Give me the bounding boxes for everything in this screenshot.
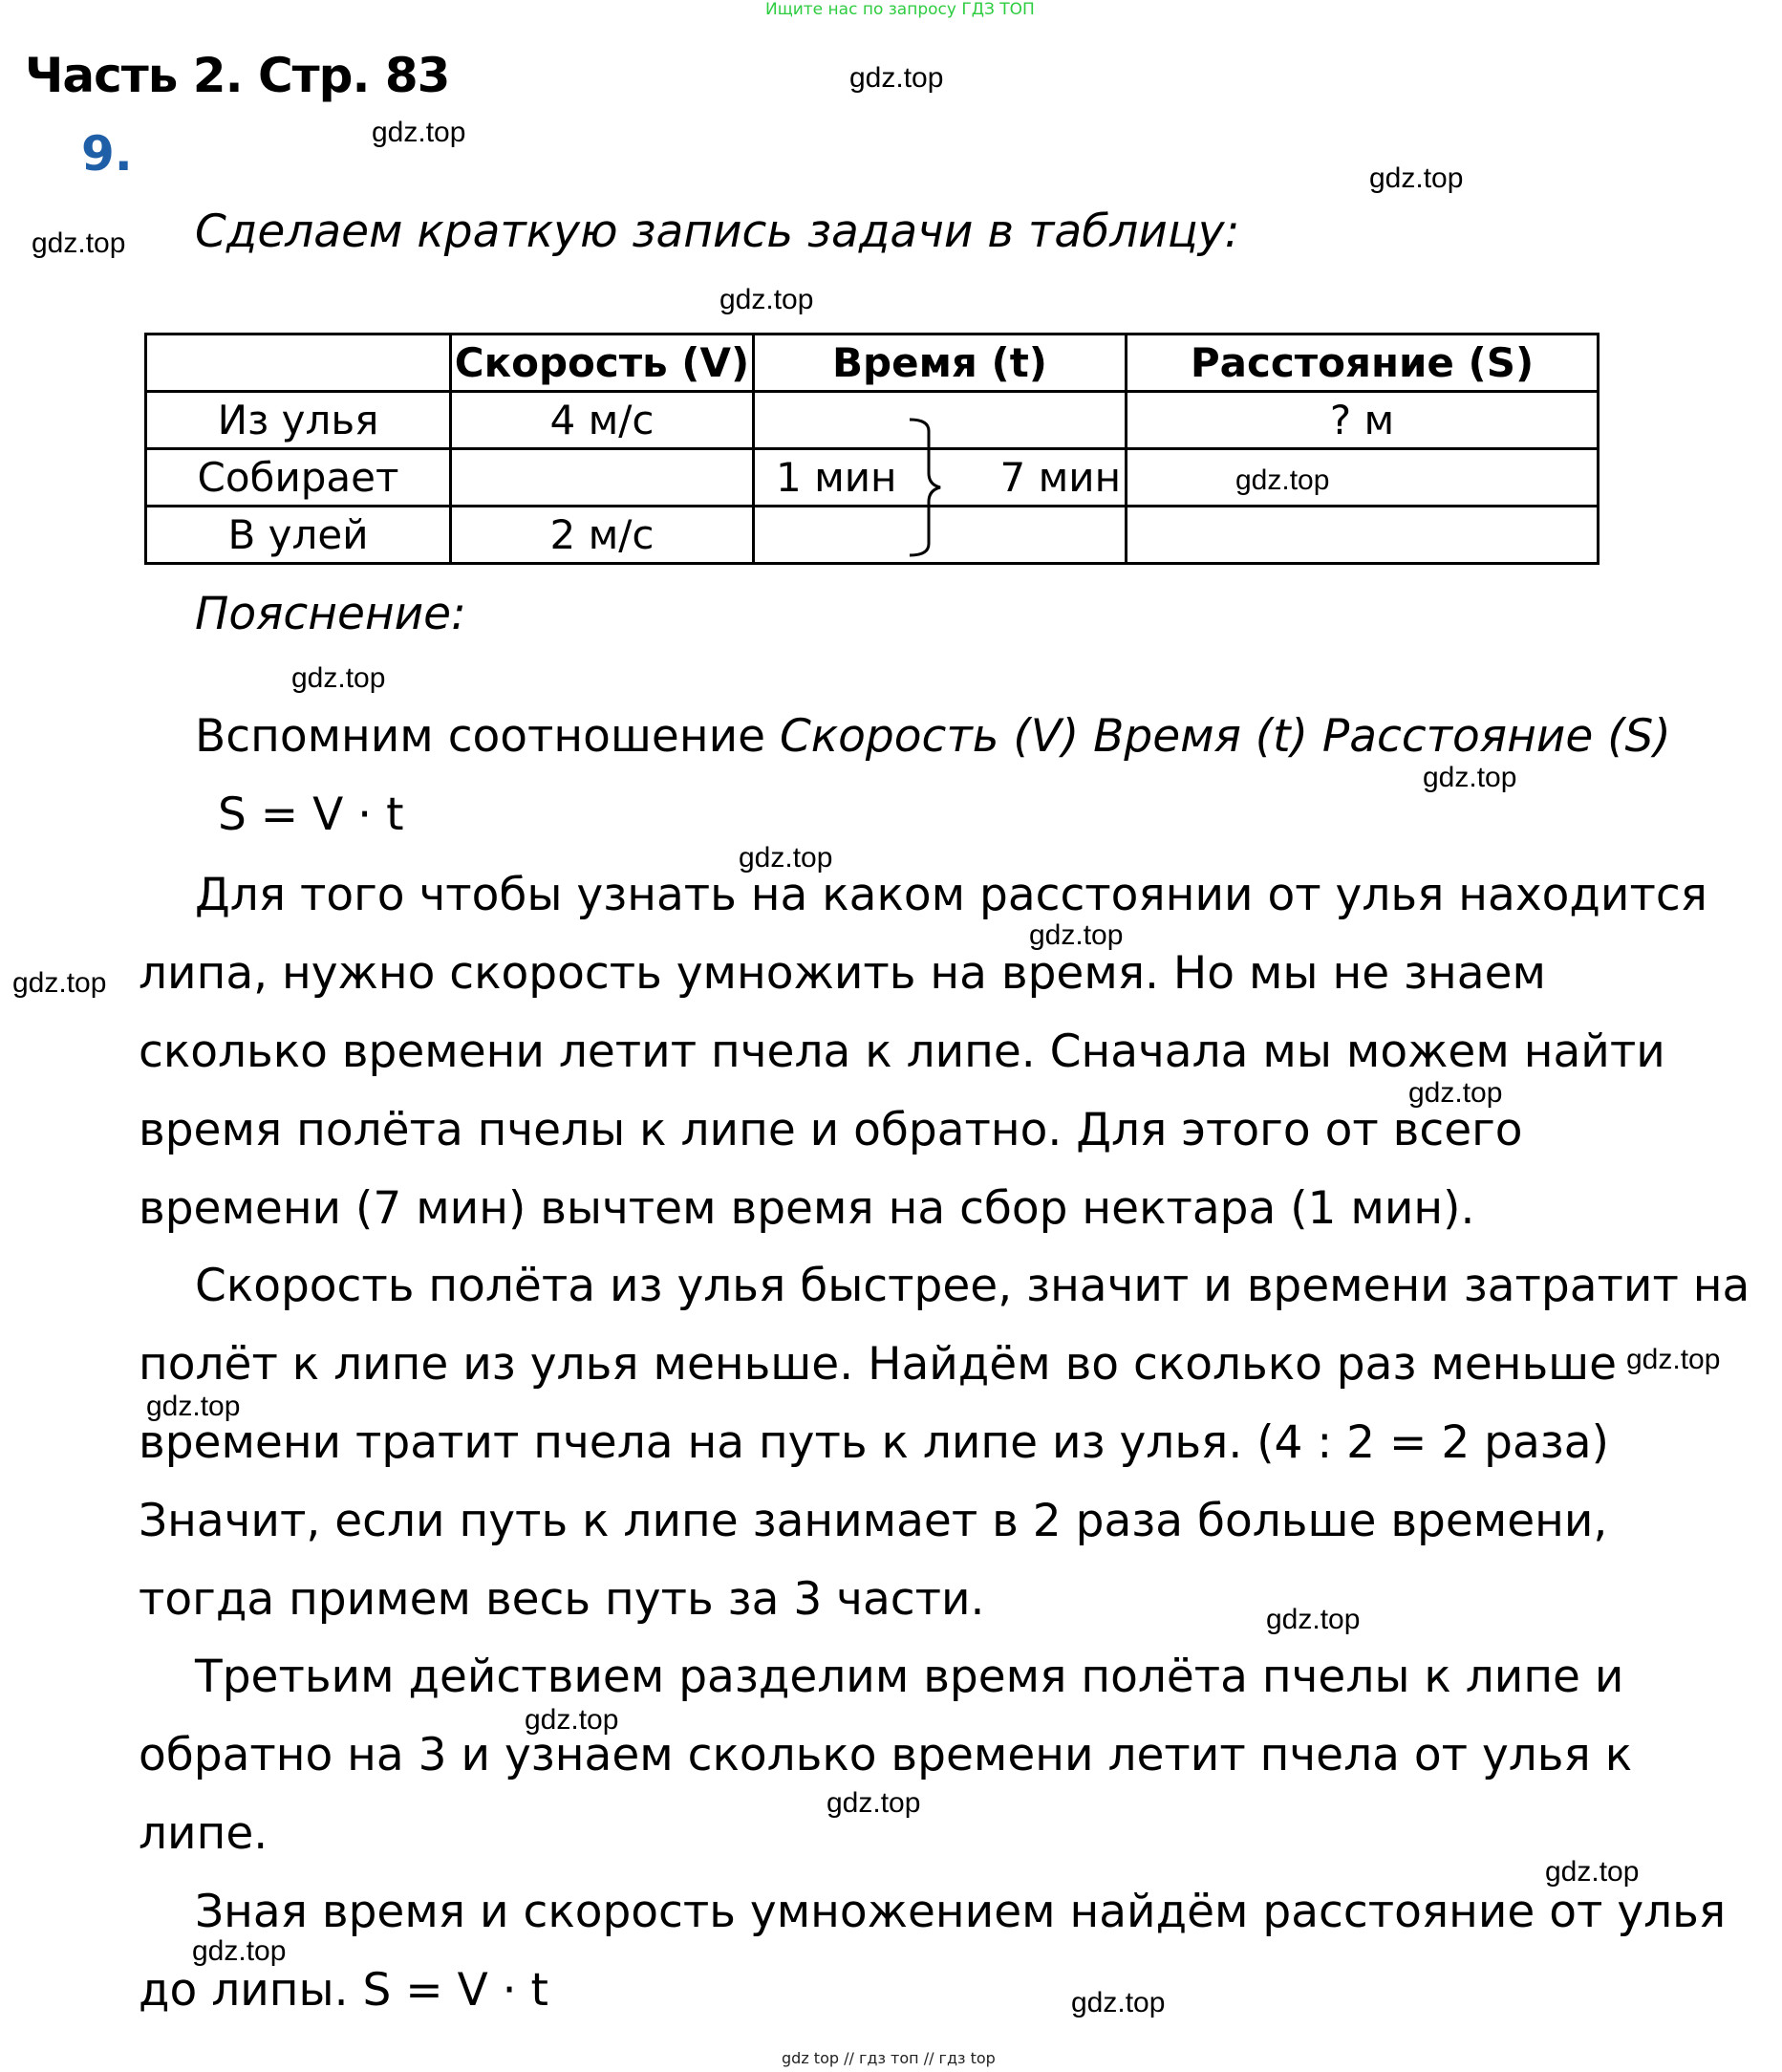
total-time: 7 мин bbox=[999, 454, 1122, 501]
paragraph-line: липа, нужно скорость умножить на время. Но мы не знаем bbox=[139, 947, 1546, 1000]
paragraph-line: времени (7 мин) вычтем время на сбор нектара (1 мин). bbox=[139, 1182, 1475, 1235]
table-header-cell: Расстояние (S) bbox=[1127, 335, 1599, 392]
watermark: gdz.top bbox=[1071, 1987, 1166, 2018]
watermark: gdz.top bbox=[525, 1704, 619, 1736]
intro-text: Сделаем краткую запись задачи в таблицу: bbox=[195, 205, 1240, 258]
paragraph-line: Скорость полёта из улья быстрее, значит и времени затратит на bbox=[195, 1260, 1750, 1312]
paragraph-4 bbox=[139, 1873, 1726, 2030]
watermark: gdz.top bbox=[372, 117, 466, 148]
paragraph-line: Значит, если путь к липе занимает в 2 раза больше времени, bbox=[139, 1495, 1608, 1547]
watermark: gdz.top bbox=[1408, 1077, 1503, 1109]
paragraph-line: время полёта пчелы к липе и обратно. Для этого от всего bbox=[139, 1104, 1523, 1156]
paragraph-line: Зная время и скорость умножением найдём расстояние от улья bbox=[195, 1886, 1727, 1938]
distance-cell bbox=[1127, 507, 1599, 564]
curly-brace-icon bbox=[908, 418, 946, 557]
row-label: Из улья bbox=[146, 392, 451, 449]
paragraph-line: тогда примем весь путь за 3 части. bbox=[139, 1573, 985, 1626]
watermark: gdz.top bbox=[1545, 1856, 1640, 1888]
distance-cell: ? м bbox=[1127, 392, 1599, 449]
table-row bbox=[146, 392, 1599, 449]
short-record-table bbox=[144, 333, 1600, 565]
paragraph-line: липе. bbox=[139, 1807, 268, 1860]
watermark: gdz.top bbox=[1235, 464, 1330, 496]
time-value: 1 мин bbox=[776, 454, 897, 501]
table-header-row bbox=[146, 335, 1599, 392]
watermark: gdz.top bbox=[1369, 162, 1464, 194]
table-row bbox=[146, 449, 1599, 507]
task-number: 9. bbox=[81, 126, 133, 182]
watermark: gdz.top bbox=[849, 62, 944, 94]
relation-prefix: Вспомним соотношение bbox=[195, 710, 780, 763]
footer-text: gdz top // гдз топ // гдз top bbox=[782, 2049, 996, 2067]
table-header-cell bbox=[146, 335, 451, 392]
speed-cell: 2 м/с bbox=[451, 507, 754, 564]
page-title: Часть 2. Стр. 83 bbox=[25, 48, 450, 103]
explanation-heading: Пояснение: bbox=[195, 588, 466, 640]
watermark: gdz.top bbox=[1423, 762, 1517, 793]
paragraph-line: до липы. S = V · t bbox=[139, 1964, 548, 2017]
watermark: gdz.top bbox=[1029, 919, 1124, 951]
paragraph-line: Для того чтобы узнать на каком расстоянии от улья находится bbox=[195, 869, 1707, 921]
watermark: gdz.top bbox=[1266, 1604, 1361, 1635]
formula: S = V · t bbox=[218, 788, 404, 841]
watermark: gdz.top bbox=[719, 284, 814, 315]
watermark: gdz.top bbox=[32, 227, 126, 259]
speed-cell: 4 м/с bbox=[451, 392, 754, 449]
table-header-cell: Скорость (V) bbox=[451, 335, 754, 392]
paragraph-3 bbox=[139, 1638, 1632, 1873]
row-label: Собирает bbox=[146, 449, 451, 507]
table-header-cell: Время (t) bbox=[754, 335, 1127, 392]
relation-line bbox=[195, 710, 1671, 763]
paragraph-line: полёт к липе из улья меньше. Найдём во сколько раз меньше bbox=[139, 1338, 1618, 1391]
paragraph-line: сколько времени летит пчела к липе. Сначала мы можем найти bbox=[139, 1025, 1665, 1078]
distance-cell bbox=[1127, 449, 1599, 507]
speed-cell bbox=[451, 449, 754, 507]
paragraph-2 bbox=[139, 1247, 1750, 1639]
watermark: gdz.top bbox=[192, 1935, 287, 1967]
promo-text: Ищите нас по запросу ГДЗ ТОП bbox=[765, 0, 1035, 19]
paragraph-1 bbox=[139, 856, 1707, 1248]
watermark: gdz.top bbox=[146, 1391, 241, 1422]
watermark: gdz.top bbox=[827, 1787, 921, 1819]
row-label: В улей bbox=[146, 507, 451, 564]
relation-terms: Скорость (V) Время (t) Расстояние (S) bbox=[779, 710, 1671, 763]
watermark: gdz.top bbox=[739, 842, 833, 874]
watermark: gdz.top bbox=[291, 662, 386, 694]
paragraph-line: времени тратит пчела на путь к липе из улья. (4 : 2 = 2 раза) bbox=[139, 1416, 1609, 1469]
watermark: gdz.top bbox=[1626, 1344, 1721, 1375]
table-row bbox=[146, 507, 1599, 564]
paragraph-line: обратно на 3 и узнаем сколько времени летит пчела от улья к bbox=[139, 1729, 1633, 1781]
paragraph-line: Третьим действием разделим время полёта пчелы к липе и bbox=[195, 1651, 1624, 1703]
watermark: gdz.top bbox=[12, 967, 107, 999]
